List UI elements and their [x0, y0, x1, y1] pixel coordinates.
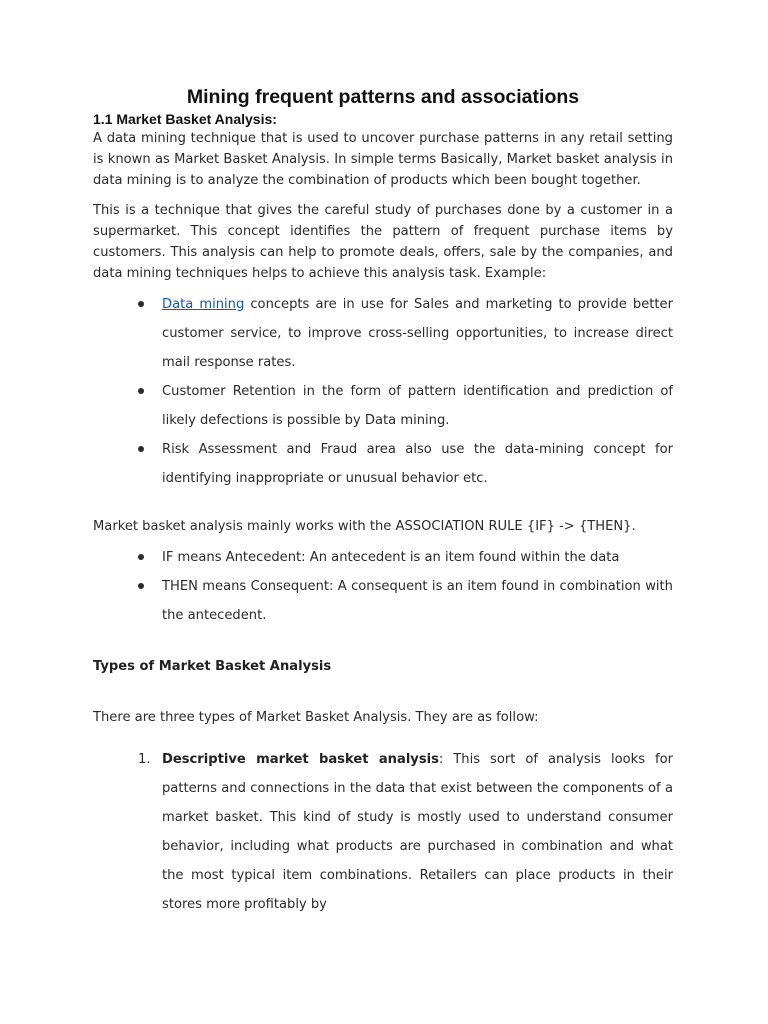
intro-paragraphs [93, 128, 673, 284]
list-item-term: Descriptive market basket analysis [162, 752, 439, 767]
list-item-text: : This sort of analysis looks for patterns and connections in the data that exist between the components of a market basket. This kind of study is mostly used to understand consumer behavior, including what products are purchased in combination and what the most typical item combinations. Retailers can place products in their stores more profitably by [162, 752, 673, 912]
bullet-icon [138, 554, 144, 560]
types-numbered-list [93, 745, 673, 919]
list-item [93, 543, 673, 572]
data-mining-link[interactable]: Data mining [162, 297, 245, 312]
list-number: 1. [138, 752, 151, 767]
list-item-text: IF means Antecedent: An antecedent is an item found within the data [162, 550, 620, 565]
document-title: Mining frequent patterns and associations [186, 86, 580, 108]
list-item [93, 572, 673, 630]
list-item-text: THEN means Consequent: A consequent is an item found in combination with the antecedent. [162, 579, 673, 623]
paragraph: This is a technique that gives the careful study of purchases done by a customer in a supermarket. This concept identifies the pattern of frequent purchase items by customers. This analysis can help to promote deals, offers, sale by the companies, and data mining techniques helps to achieve this analysis task. Example: [93, 203, 673, 281]
list-item-text: Customer Retention in the form of pattern identification and prediction of likely defections is possible by Data mining. [162, 384, 673, 428]
list-item [93, 435, 673, 493]
document-page [93, 84, 673, 919]
section-heading: 1.1 Market Basket Analysis: [93, 111, 277, 127]
list-item-text: concepts are in use for Sales and marketing to provide better customer service, to improve cross-selling opportunities, to increase direct mail response rates. [162, 297, 673, 370]
types-intro: There are three types of Market Basket Analysis. They are as follow: [93, 710, 539, 725]
example-bullet-list [93, 290, 673, 493]
types-heading: Types of Market Basket Analysis [93, 659, 332, 674]
list-item [93, 377, 673, 435]
bullet-icon [138, 301, 144, 307]
bullet-icon [138, 388, 144, 394]
bullet-icon [138, 583, 144, 589]
list-item [93, 290, 673, 377]
list-item-text: Risk Assessment and Fraud area also use the data-mining concept for identifying inappropriate or unusual behavior etc. [162, 442, 673, 486]
association-bullet-list [93, 543, 673, 630]
bullet-icon [138, 446, 144, 452]
paragraph: A data mining technique that is used to uncover purchase patterns in any retail setting is known as Market Basket Analysis. In simple terms Basically, Market basket analysis in data mining is to analyze the combination of products which been bought together. [93, 131, 673, 188]
list-item [93, 745, 673, 919]
association-intro: Market basket analysis mainly works with the ASSOCIATION RULE {IF} -> {THEN}. [93, 519, 636, 534]
